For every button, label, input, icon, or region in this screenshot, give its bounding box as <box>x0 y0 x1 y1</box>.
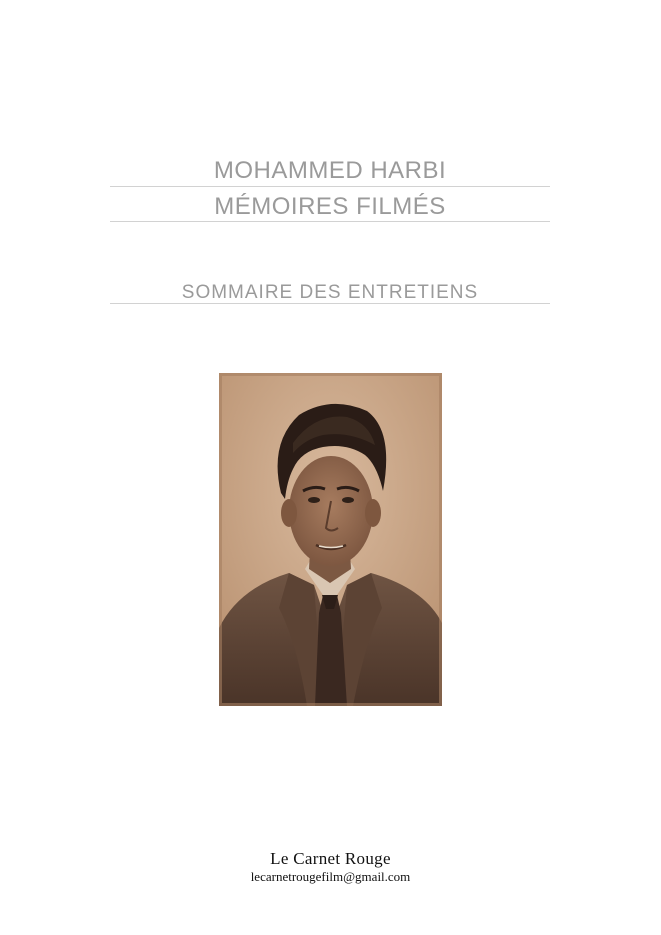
title-author: MOHAMMED HARBI <box>213 157 447 184</box>
title-author-block <box>110 157 550 185</box>
title-rule-2 <box>110 221 550 222</box>
subtitle: SOMMAIRE DES ENTRETIENS <box>181 282 479 303</box>
portrait-illustration <box>219 373 442 706</box>
footer-email: lecarnetrougefilm@gmail.com <box>250 869 411 884</box>
subtitle-rule <box>110 303 550 304</box>
subtitle-block <box>110 282 550 310</box>
footer-name: Le Carnet Rouge <box>270 849 391 868</box>
title-work-block <box>110 193 550 221</box>
title-rule-1 <box>110 186 550 187</box>
portrait-photo <box>219 373 442 706</box>
footer-name-block <box>0 849 661 869</box>
footer-email-block <box>0 868 661 886</box>
title-work: MÉMOIRES FILMÉS <box>214 193 446 220</box>
